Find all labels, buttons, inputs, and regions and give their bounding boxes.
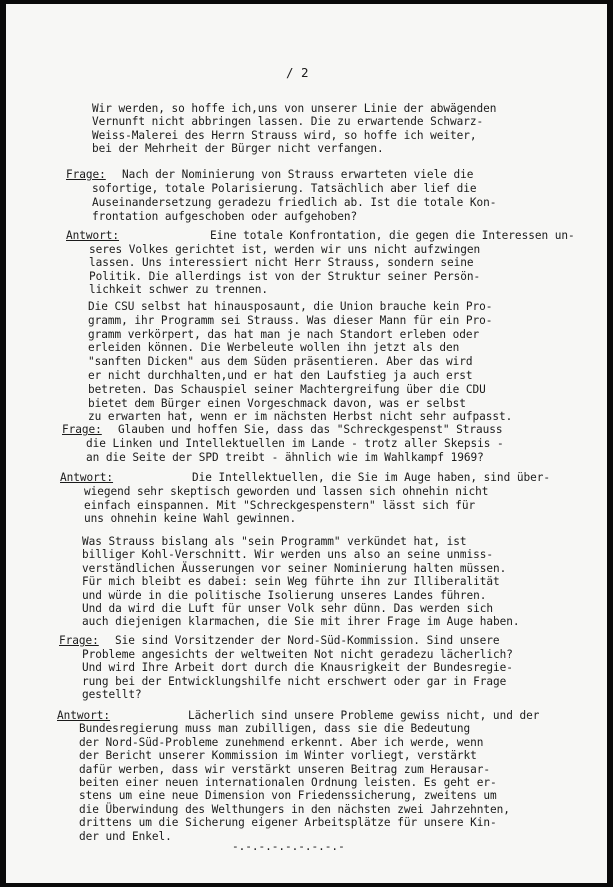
closing-marker: -.-.-.-.-.-.-.-.- <box>232 840 345 853</box>
text-line: der und Enkel. <box>79 829 172 843</box>
text-line: gramm verkörpert, das hat man je nach Standort erleben oder <box>88 327 480 341</box>
text-line: drittens um die Sicherung eigener Arbeitsplätze für unsere Kin- <box>79 816 497 830</box>
text-line: dafür werben, dass wir verstärkt unseren Beitrag zum Herausar- <box>79 762 490 776</box>
text-line: er nicht durchhalten,und er hat den Laufstieg ja auch erst <box>88 369 473 382</box>
text-line: Für mich bleibt es dabei: sein Weg führte ihn zur Illiberalität <box>82 575 500 589</box>
text-line: gestellt? <box>82 688 142 702</box>
text-line: stens um eine neue Dimension von Friedenssicherung, zweitens um <box>79 789 497 803</box>
text-line: verständlichen Äusserungen vor seiner Nominierung halten müssen. <box>82 561 507 575</box>
text-line: uns ohnehin keine Wahl gewinnen. <box>84 512 297 526</box>
page-number: / 2 <box>286 65 309 80</box>
text-line: bietet dem Bürger einen Vorgeschmack davon, was er selbst <box>88 396 466 410</box>
text-line: betreten. Das Schauspiel seiner Machtergreifung über die CDU <box>88 382 486 396</box>
text-line: Weiss-Malerei des Herrn Strauss wird, so hoffe ich weiter, <box>92 128 477 142</box>
text-line: die Linken und Intellektuellen im Lande - trotz aller Skepsis - <box>86 437 504 450</box>
text-line: Politik. Die allerdings ist von der Struktur seiner Persön- <box>89 269 481 283</box>
text-line: bei der Mehrheit der Bürger nicht verfangen. <box>92 142 384 156</box>
text-line: Sie sind Vorsitzender der Nord-Süd-Kommission. Sind unsere <box>115 634 500 647</box>
text-line: lichkeit schwer zu trennen. <box>89 283 268 297</box>
text-line: erleiden können. Die Werbeleute wollen ihn jetzt als den <box>88 341 460 355</box>
document-page <box>6 4 607 883</box>
text-line: rung bei der Entwicklungshilfe nicht erschwert oder gar in Frage <box>82 674 507 688</box>
text-line: Die Intellektuellen, die Sie im Auge haben, sind über- <box>192 471 550 484</box>
text-line: "sanften Dicken" aus dem Süden präsentieren. Aber das wird <box>88 355 473 369</box>
text-line: billiger Kohl-Verschnitt. Wir werden uns also an seine unmiss- <box>82 548 493 562</box>
answer-label: Antwort: <box>60 471 114 484</box>
text-line: auch diejenigen klarmachen, die Sie mit ihrer Frage im Auge haben. <box>82 615 520 629</box>
text-line: frontation aufgeschoben oder aufgehoben? <box>92 210 358 223</box>
text-line: Vernunft nicht abbringen lassen. Die zu erwartende Schwarz- <box>92 115 484 129</box>
text-line: Und wird Ihre Arbeit dort durch die Knausrigkeit der Bundesregie- <box>82 661 513 675</box>
question-label: Frage: <box>59 634 99 647</box>
text-line: Die CSU selbst hat hinausposaunt, die Union brauche kein Pro- <box>88 300 493 313</box>
text-line: der Bericht unserer Kommission im Winter vorliegt, verstärkt <box>79 749 477 763</box>
text-line: Und da wird die Luft für unser Volk sehr dünn. Das werden sich <box>82 602 493 615</box>
text-line: einfach einspannen. Mit "Schreckgespenstern" lässt sich für <box>84 498 476 512</box>
text-line: Probleme angesichts der weltweiten Not nicht geradezu lächerlich? <box>82 647 513 661</box>
text-line: der Nord-Süd-Probleme zunehmend erkennt. Aber ich werde, wenn <box>79 735 484 749</box>
text-line: Lächerlich sind unsere Probleme gewiss nicht, und der <box>188 709 540 722</box>
text-line: an die Seite der SPD treibt - ähnlich wie im Wahlkampf 1969? <box>86 451 484 464</box>
text-line: beiten einer neuen internationalen Ordnung leisten. Es geht er- <box>79 776 497 789</box>
answer-label: Antwort: <box>57 709 111 722</box>
answer-label: Antwort: <box>66 229 120 242</box>
text-line: und würde in die politische Isolierung unseres Landes führen. <box>82 588 487 602</box>
text-line: lassen. Uns interessiert nicht Herr Strauss, sondern seine <box>89 256 474 270</box>
question-label: Frage: <box>66 168 106 181</box>
text-line: zu erwarten hat, wenn er im nächsten Herbst nicht sehr aufpasst. <box>88 410 513 424</box>
text-line: Bundesregierung muss man zubilligen, dass sie die Bedeutung <box>79 722 471 736</box>
text-line: seres Volkes gerichtet ist, werden wir uns nicht aufzwingen <box>89 242 481 256</box>
text-line: gramm, ihr Programm sei Strauss. Was dieser Mann für ein Pro- <box>88 313 493 327</box>
question-label: Frage: <box>62 423 102 436</box>
text-line: sofortige, totale Polarisierung. Tatsächlich aber lief die <box>92 182 477 195</box>
text-line: wiegend sehr skeptisch geworden und lassen sich ohnehin nicht <box>84 484 489 498</box>
text-line: Glauben und hoffen Sie, dass das "Schreckgespenst" Strauss <box>118 423 503 436</box>
text-line: Was Strauss bislang als "sein Programm" verkündet hat, ist <box>82 535 467 548</box>
text-line: Wir werden, so hoffe ich,uns von unserer Linie der abwägenden <box>92 102 497 115</box>
text-line: Eine totale Konfrontation, die gegen die Interessen un- <box>210 229 575 242</box>
text-line: die Überwindung des Welthungers in den nächsten zwei Jahrzehnten, <box>79 802 510 816</box>
text-line: Nach der Nominierung von Strauss erwarteten viele die <box>122 168 474 181</box>
text-line: Auseinandersetzung geradezu friedlich ab. Ist die totale Kon- <box>92 196 497 209</box>
